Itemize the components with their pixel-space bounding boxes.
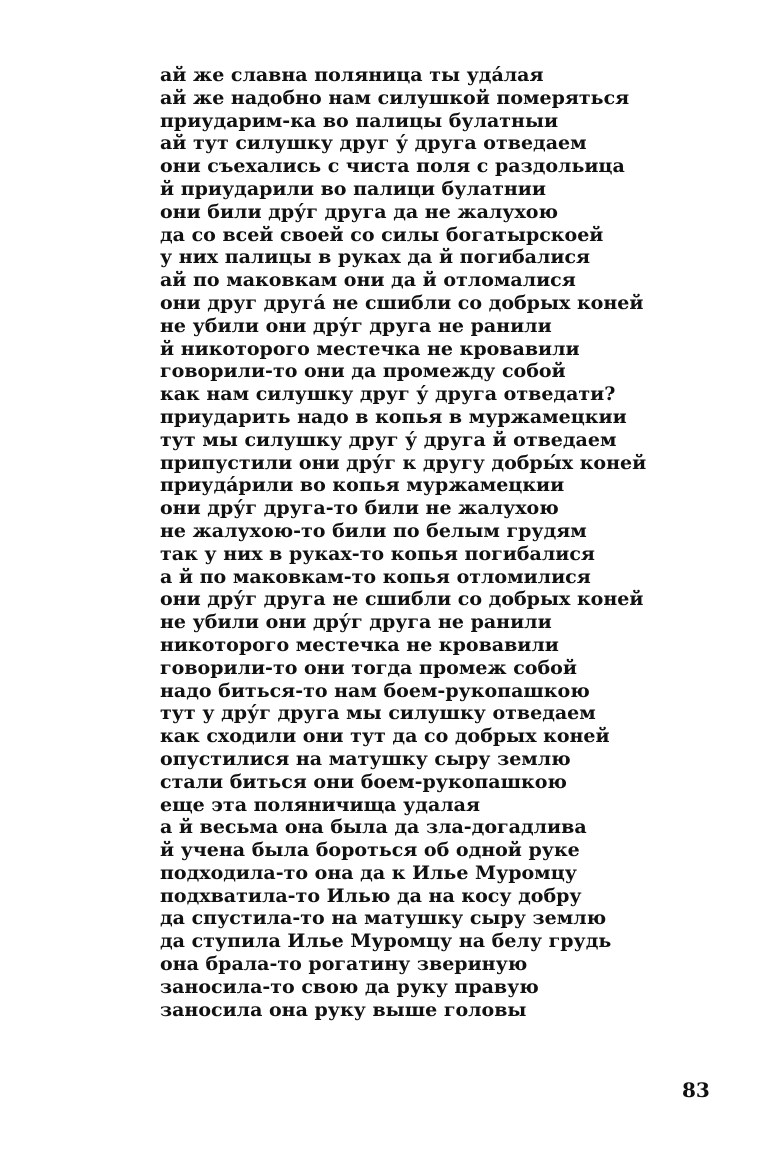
poem-line: й приударили во палици булатнии [160, 177, 546, 200]
poem-line: заносила-то свою да руку правую [160, 975, 539, 998]
poem-line: а й весьма она была да зла-догадлива [160, 816, 587, 839]
poem-line: так у них в руках-то копья погибалися [160, 542, 595, 565]
poem-line: не убили они дру́г друга не ранили [160, 611, 552, 634]
poem-text [160, 64, 760, 1021]
poem-line: ай тут силушку друг у́ друга отведаем [160, 132, 587, 155]
poem-line: стали биться они боем-рукопашкою [160, 770, 567, 793]
poem-line: как сходили они тут да со добрых коней [160, 725, 610, 748]
poem-line: заносила она руку выше головы [160, 998, 527, 1021]
poem-line: они съехались с чиста поля с раздольица [160, 155, 625, 178]
poem-line: не жалухою-то били по белым грудям [160, 519, 587, 542]
poem-line: да со всей своей со силы богатырскоей [160, 223, 604, 246]
poem-line: они дру́г друга-то били не жалухою [160, 497, 559, 520]
poem-line: говорили-то они да промежду собой [160, 360, 566, 383]
poem-line: а й по маковкам-то копья отломилися [160, 565, 591, 588]
poem-line: говорили-то они тогда промеж собой [160, 656, 577, 679]
poem-line: й никоторого местечка не кровавили [160, 337, 580, 360]
poem-line: тут у дру́г друга мы силушку отведаем [160, 702, 596, 725]
poem-line: она брала-то рогатину звериную [160, 953, 528, 976]
poem-line: как нам силушку друг у́ друга отведати? [160, 383, 616, 406]
poem-line: опустилися на матушку сыру землю [160, 747, 571, 770]
poem-line: они дру́г друга не сшибли со добрых коней [160, 588, 644, 611]
poem-line: они друг друга́ не сшибли со добрых коней [160, 291, 644, 314]
poem-line: ай по маковкам они да й отломалися [160, 269, 576, 292]
poem-line: у них палицы в руках да й погибалися [160, 246, 591, 269]
poem-line: й учена была бороться об одной руке [160, 839, 580, 862]
poem-line: не убили они дру́г друга не ранили [160, 314, 552, 337]
poem-line: подхватила-то Илью да на косу добру [160, 884, 582, 907]
poem-line: подходила-то она да к Илье Муромцу [160, 861, 577, 884]
poem-line: припустили они дру́г к другу добры́х коней [160, 451, 647, 474]
poem-line: приударить надо в копья в муржамецкии [160, 405, 627, 428]
poem-line: да ступила Илье Муромцу на белу грудь [160, 930, 612, 953]
poem-line: приударим-ка во палицы булатныи [160, 109, 559, 132]
poem-line: приуда́рили во копья муржамецкии [160, 474, 565, 497]
poem-line: еще эта поляничища удалая [160, 793, 480, 816]
poem-line: они били дру́г друга да не жалухою [160, 200, 558, 223]
poem-line: никоторого местечка не кровавили [160, 633, 559, 656]
page-number: 83 [682, 1078, 710, 1102]
poem-line: ай же надобно нам силушкой померяться [160, 86, 630, 109]
poem-line: да спустила-то на матушку сыру землю [160, 907, 607, 930]
poem-line: тут мы силушку друг у́ друга й отведаем [160, 428, 617, 451]
poem-line: надо биться-то нам боем-рукопашкою [160, 679, 590, 702]
poem-line: ай же славна поляница ты уда́лая [160, 64, 544, 86]
